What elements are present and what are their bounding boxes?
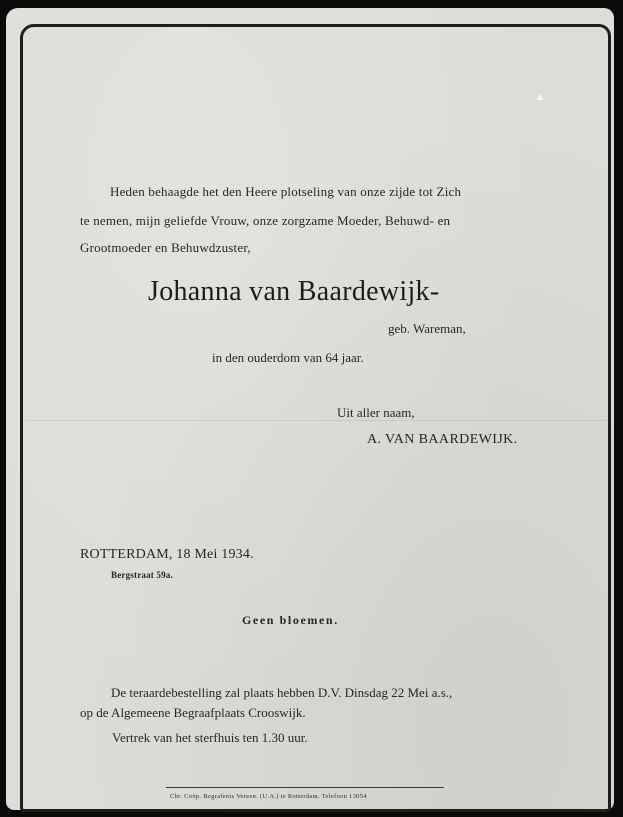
no-flowers-notice: Geen bloemen. xyxy=(242,613,339,627)
intro-line-2: te nemen, mijn geliefde Vrouw, onze zorgzame Moeder, Behuwd- en xyxy=(80,213,451,228)
deceased-name: Johanna van Baardewijk- xyxy=(148,276,440,307)
corner-mark-icon xyxy=(537,93,543,100)
maiden-name: geb. Wareman, xyxy=(388,321,466,336)
age-line: in den ouderdom van 64 jaar. xyxy=(212,350,364,365)
funeral-line-2: op de Algemeene Begraafplaats Crooswijk. xyxy=(80,705,306,720)
intro-line-1: Heden behaagde het den Heere plotseling van onze zijde tot Zich xyxy=(110,184,462,199)
funeral-line-1: De teraardebestelling zal plaats hebben D.V. Dinsdag 22 Mei a.s., xyxy=(111,685,453,700)
funeral-line-3: Vertrek van het sterfhuis ten 1.30 uur. xyxy=(112,730,308,745)
street-address: Bergstraat 59a. xyxy=(111,570,173,580)
paper-fold-line xyxy=(26,420,606,421)
on-behalf-line: Uit aller naam, xyxy=(337,405,415,420)
printer-credit: Chr. Coöp. Begrafenis Vereen. (U.A.) te Rotterdam. Telefoon 13054 xyxy=(170,793,367,800)
footer-divider xyxy=(166,787,444,788)
signer-name: A. VAN BAARDEWIJK. xyxy=(367,432,518,447)
mourning-card xyxy=(6,8,614,810)
intro-line-3: Grootmoeder en Behuwdzuster, xyxy=(80,240,251,255)
place-date: ROTTERDAM, 18 Mei 1934. xyxy=(80,547,254,562)
